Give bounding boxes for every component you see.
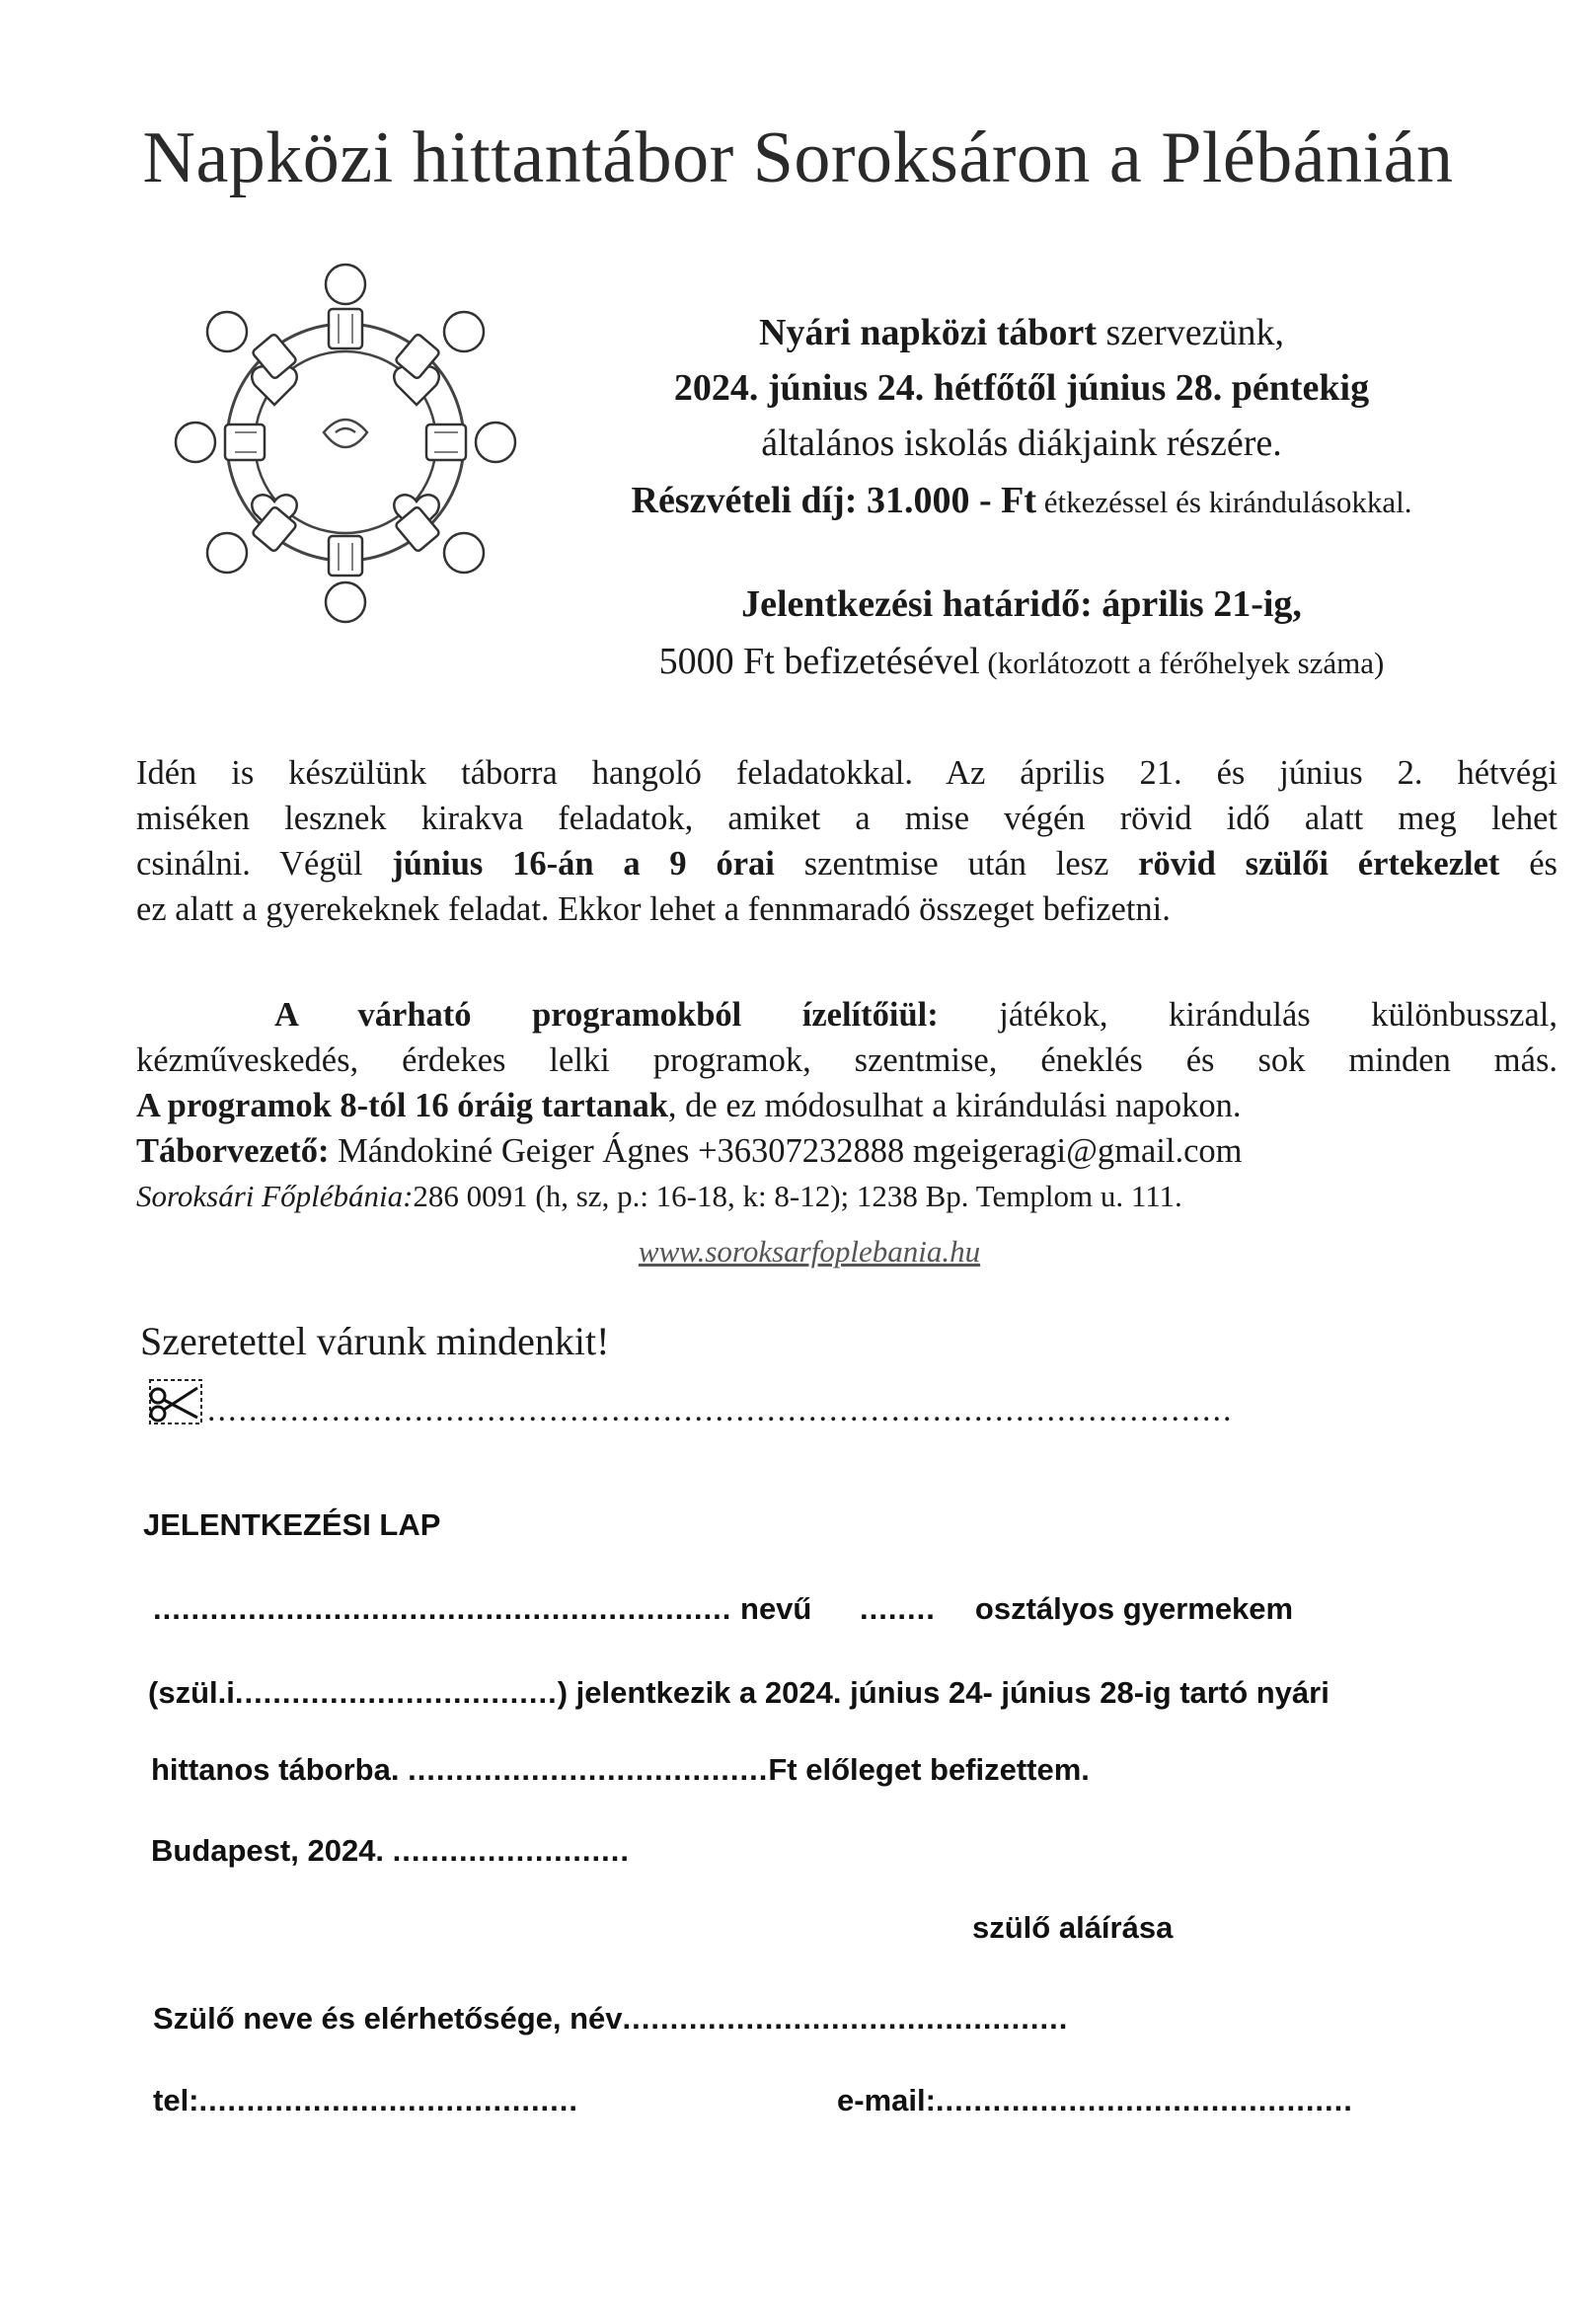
deposit-blank[interactable]: ...................................... [408, 1752, 769, 1787]
form-row-deposit [151, 1752, 1090, 1788]
parent-blank[interactable]: ............................................... [622, 2001, 1069, 2036]
email-blank[interactable]: ............................................ [935, 2083, 1353, 2117]
deposit-label: Ft előleget befizettem. [768, 1752, 1090, 1787]
p1-line-2: miséken lesznek kirakva feladatok, amiket a mise végén rövid idő alatt meg lehet [136, 800, 1558, 837]
p2-line-3 [136, 1083, 1558, 1128]
name-label: nevű [731, 1591, 820, 1626]
form-row-contact [153, 2083, 578, 2118]
p1-l3-c: szentmise után lesz [774, 845, 1139, 883]
intro-dates-text: 2024. június 24. hétfőtől június 28. péntekig [673, 367, 1370, 409]
deposit-note: (korlátozott a férőhelyek száma) [979, 646, 1385, 680]
p1-l3-d: rövid szülői értekezlet [1138, 845, 1500, 883]
deadline [513, 579, 1530, 629]
date-label: Budapest, 2024. [151, 1833, 393, 1868]
leader-line [136, 1128, 1558, 1174]
class-blank[interactable]: ........ [859, 1591, 936, 1626]
deposit-main: 5000 Ft befizetésével [658, 641, 980, 682]
leader-contact: Mándokiné Geiger Ágnes +36307232888 mgeigeragi@gmail.com [329, 1132, 1243, 1170]
website-link[interactable] [513, 1234, 1105, 1270]
p1-line-1: Idén is készülünk táborra hangoló feladatokkal. Az április 21. és június 2. hétvégi [136, 754, 1558, 792]
p1-l3-b: június 16-án a 9 órai [392, 845, 775, 883]
signature-label: szülő aláírása [972, 1910, 1174, 1945]
email-label: e-mail: [837, 2083, 936, 2117]
registration-text: ) jelentkezik a 2024. június 24- június 28-ig tartó nyári [557, 1675, 1330, 1710]
parish-line [136, 1174, 1558, 1219]
p2-l1-rest: játékok, kirándulás különbusszal, [938, 996, 1558, 1034]
p2-line-1 [136, 992, 1558, 1038]
p2-l1-bold: A várható programokból ízelítőiül: [274, 996, 939, 1034]
p1-l3-a: csinálni. Végül [136, 845, 393, 883]
p1-line-3 [136, 841, 1558, 886]
intro-line-1 [513, 308, 1530, 357]
paragraph-programs [136, 992, 1558, 1219]
children-circle-illustration [166, 255, 526, 630]
fee-rest: étkezéssel és kirándulásokkal. [1036, 485, 1412, 519]
date-blank[interactable]: ......................... [392, 1833, 630, 1868]
p2-line-2: kézműveskedés, érdekes lelki programok, szentmise, éneklés és sok minden más. [136, 1041, 1558, 1079]
p2-l3-rest: , de ez módosulhat a kirándulási napokon. [667, 1087, 1242, 1124]
name-blank[interactable]: ............................................................. [153, 1591, 732, 1626]
parent-label: Szülő neve és elérhetősége, név [153, 2001, 623, 2036]
intro-dates [513, 363, 1530, 413]
cut-line: ................................................................................................... [207, 1392, 1234, 1428]
leader-label: Táborvezető: [136, 1132, 330, 1170]
class-label: osztályos gyermekem [974, 1591, 1294, 1626]
intro-fee [513, 476, 1530, 527]
intro-rest-1: szervezünk, [1097, 312, 1284, 353]
intro-bold-1: Nyári napközi tábort [759, 312, 1098, 353]
parish-name: Soroksári Főplébánia: [136, 1179, 414, 1213]
form-heading: JELENTKEZÉSI LAP [143, 1507, 441, 1542]
p1-l3-e: és [1499, 845, 1558, 883]
birth-blank[interactable]: .................................. [234, 1675, 558, 1710]
parish-contact: 286 0091 (h, sz, p.: 16-18, k: 8-12); 1238 Bp. Templom u. 111. [413, 1179, 1182, 1213]
website-text[interactable]: www.soroksarfoplebania.hu [638, 1234, 981, 1269]
p2-l3-bold: A programok 8-tól 16 óráig tartanak [136, 1087, 668, 1124]
scissors-icon [142, 1374, 211, 1433]
form-row-email [837, 2083, 1353, 2118]
form-row-birth [148, 1675, 1330, 1711]
birth-label: (szül.i [148, 1675, 235, 1710]
intro-audience: általános iskolás diákjaink részére. [761, 423, 1282, 464]
paragraph-tasks [136, 750, 1558, 932]
camp-label: hittanos táborba. [151, 1752, 409, 1787]
tel-blank[interactable]: ........................................ [198, 2083, 579, 2117]
form-row-date [151, 1833, 630, 1869]
page-title: Napközi hittantábor Soroksáron a Plébánián [142, 117, 1454, 198]
form-row-parent [153, 2001, 1068, 2037]
closing-text: Szeretettel várunk mindenkit! [140, 1319, 610, 1363]
form-row-name [153, 1591, 1293, 1627]
tel-label: tel: [153, 2083, 199, 2117]
deposit [513, 637, 1530, 688]
fee-bold: Részvételi díj: 31.000 - Ft [631, 480, 1036, 521]
p1-line-4: ez alatt a gyerekeknek feladat. Ekkor lehet a fennmaradó összeget befizetni. [136, 890, 1171, 928]
deadline-text: Jelentkezési határidő: április 21-ig, [741, 583, 1302, 625]
